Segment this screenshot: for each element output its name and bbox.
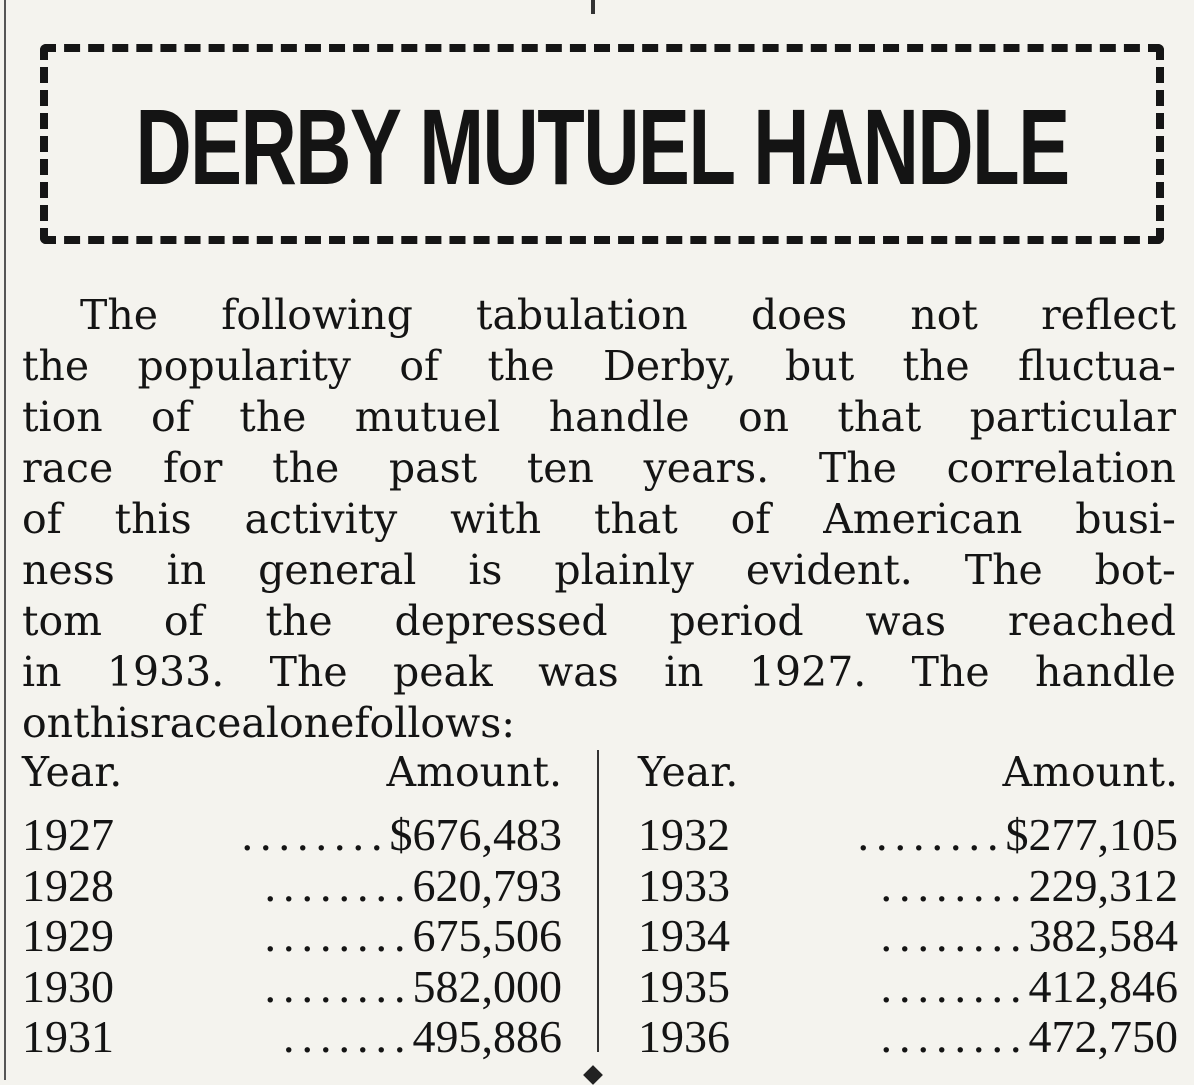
paragraph-word: the <box>22 342 90 390</box>
row-leader-dots: ........ <box>880 1012 1029 1062</box>
paragraph-word: The <box>964 546 1043 594</box>
table-row <box>638 810 1178 861</box>
paragraph-word: race <box>22 444 114 492</box>
paragraph-word: mutuel <box>354 393 501 441</box>
paragraph-word: on <box>737 393 790 441</box>
row-leader-dots: ........ <box>264 860 413 911</box>
paragraph-word: peak <box>392 648 493 696</box>
paragraph-word: the <box>487 342 555 390</box>
row-year: 1935 <box>638 960 730 1012</box>
table-header <box>638 748 1178 810</box>
row-leader-dots: ........ <box>880 860 1029 911</box>
row-year: 1932 <box>638 809 730 860</box>
row-amount: 382,584 <box>1028 910 1178 961</box>
paragraph-word: Derby, <box>602 342 737 390</box>
row-year: 1927 <box>22 809 114 860</box>
paragraph-word: ten <box>526 444 594 492</box>
paragraph-word: The <box>911 648 990 696</box>
paragraph-word: was <box>865 597 947 645</box>
row-amount: 620,793 <box>412 859 562 911</box>
paragraph-word: 1933. <box>106 648 225 696</box>
headline-border <box>40 44 1164 244</box>
paragraph-word: of <box>399 342 440 390</box>
row-amount: 582,000 <box>412 960 562 1012</box>
paragraph-word: for <box>162 444 223 492</box>
row-year: 1931 <box>22 1011 114 1062</box>
paragraph-word: in <box>166 546 207 594</box>
paragraph-word: this <box>73 699 151 747</box>
paragraph-word: reflect <box>1041 291 1176 339</box>
paragraph-word: of <box>151 393 191 441</box>
paragraph-word: not <box>910 291 978 339</box>
row-year: 1934 <box>638 910 730 961</box>
paragraph-word: follows: <box>354 699 516 747</box>
row-leader-dots: ....... <box>283 1012 413 1062</box>
paragraph-word: is <box>468 546 503 594</box>
paragraph-word: does <box>750 291 848 339</box>
paragraph-word: American <box>823 495 1023 543</box>
ornament-top <box>591 0 595 14</box>
paragraph-word: bot- <box>1094 546 1176 594</box>
table-column-right <box>638 748 1178 1063</box>
paragraph-word: race <box>150 699 242 747</box>
row-year: 1933 <box>638 859 730 911</box>
paragraph-word: particular <box>969 393 1176 441</box>
paragraph-word: years. <box>643 444 770 492</box>
column-rule <box>4 0 6 1080</box>
table-row <box>22 911 562 962</box>
paragraph-word: evident. <box>745 546 913 594</box>
paragraph-line <box>22 443 1176 494</box>
paragraph-word: but <box>785 342 855 390</box>
paragraph-word: busi- <box>1075 495 1176 543</box>
paragraph-word: the <box>272 444 340 492</box>
row-amount: 412,846 <box>1028 960 1178 1012</box>
table-row <box>638 911 1178 962</box>
year-header: Year. <box>638 748 739 796</box>
paragraph-line <box>22 341 1176 392</box>
paragraph-word: of <box>730 495 771 543</box>
ornament-bottom <box>583 1065 603 1085</box>
paragraph-line <box>22 596 1176 647</box>
paragraph-word: period <box>669 597 804 645</box>
row-leader-dots: ........ <box>880 961 1029 1012</box>
table-column-left <box>22 748 562 1063</box>
row-amount: $676,483 <box>389 809 562 860</box>
paragraph-line <box>22 392 1176 443</box>
paragraph-word: on <box>22 699 74 747</box>
paragraph-word: tion <box>22 393 103 441</box>
paragraph-word: depressed <box>394 597 608 645</box>
paragraph-line <box>22 647 1176 698</box>
paragraph-word: general <box>258 546 417 594</box>
row-year: 1936 <box>638 1011 730 1062</box>
paragraph-word: The <box>269 648 348 696</box>
paragraph-word: this <box>114 495 192 543</box>
row-year: 1928 <box>22 859 114 911</box>
amount-header: Amount. <box>1002 748 1178 796</box>
table-row <box>22 1012 562 1063</box>
paragraph-line <box>22 545 1176 596</box>
paragraph-word: correlation <box>946 444 1176 492</box>
paragraph-line <box>22 290 1176 341</box>
headline: DERBY MUTUEL HANDLE <box>135 86 1069 207</box>
row-leader-dots: ........ <box>264 911 413 961</box>
row-amount: 675,506 <box>412 910 562 961</box>
row-leader-dots: ........ <box>264 961 413 1012</box>
paragraph-word: was <box>538 648 619 696</box>
paragraph-word: ness <box>22 546 115 594</box>
paragraph-word: that <box>837 393 922 441</box>
paragraph-line <box>22 698 1176 749</box>
table-divider <box>597 750 599 1052</box>
paragraph-word: of <box>163 597 204 645</box>
row-year: 1930 <box>22 960 114 1012</box>
row-amount: 495,886 <box>412 1011 562 1062</box>
row-amount: 229,312 <box>1028 859 1178 911</box>
table-row <box>638 962 1178 1013</box>
paragraph-word: The <box>818 444 897 492</box>
paragraph-word: tabulation <box>475 291 688 339</box>
paragraph-word: in <box>22 648 62 696</box>
amount-header: Amount. <box>386 748 562 796</box>
year-header: Year. <box>22 748 123 796</box>
paragraph-word: activity <box>244 495 398 543</box>
paragraph-word: the <box>239 393 307 441</box>
paragraph-word: The <box>80 291 159 339</box>
row-leader-dots: ........ <box>241 810 390 860</box>
paragraph-word: 1927. <box>748 648 867 696</box>
paragraph-word: of <box>22 495 62 543</box>
paragraph-word: following <box>221 291 413 339</box>
paragraph-word: in <box>664 648 704 696</box>
row-leader-dots: ........ <box>857 810 1006 860</box>
row-amount: $277,105 <box>1005 809 1178 860</box>
table-row <box>22 861 562 912</box>
table-header <box>22 748 562 810</box>
table-row <box>638 1012 1178 1063</box>
row-amount: 472,750 <box>1028 1011 1178 1062</box>
article-paragraph <box>22 290 1176 749</box>
paragraph-word: handle <box>1035 648 1176 696</box>
table-row <box>22 810 562 861</box>
paragraph-word: handle <box>548 393 690 441</box>
paragraph-word: fluctua- <box>1018 342 1176 390</box>
table-row <box>22 962 562 1013</box>
handle-table <box>22 748 1178 1062</box>
paragraph-word: the <box>265 597 333 645</box>
paragraph-word: reached <box>1007 597 1176 645</box>
paragraph-word: that <box>593 495 678 543</box>
paragraph-word: the <box>902 342 970 390</box>
paragraph-word: popularity <box>137 342 351 390</box>
paragraph-word: plainly <box>554 546 694 594</box>
paragraph-word: alone <box>241 699 355 747</box>
table-row <box>638 861 1178 912</box>
paragraph-word: tom <box>22 597 103 645</box>
paragraph-word: with <box>450 495 542 543</box>
row-leader-dots: ........ <box>880 911 1029 961</box>
paragraph-line <box>22 494 1176 545</box>
paragraph-word: past <box>388 444 478 492</box>
row-year: 1929 <box>22 910 114 961</box>
